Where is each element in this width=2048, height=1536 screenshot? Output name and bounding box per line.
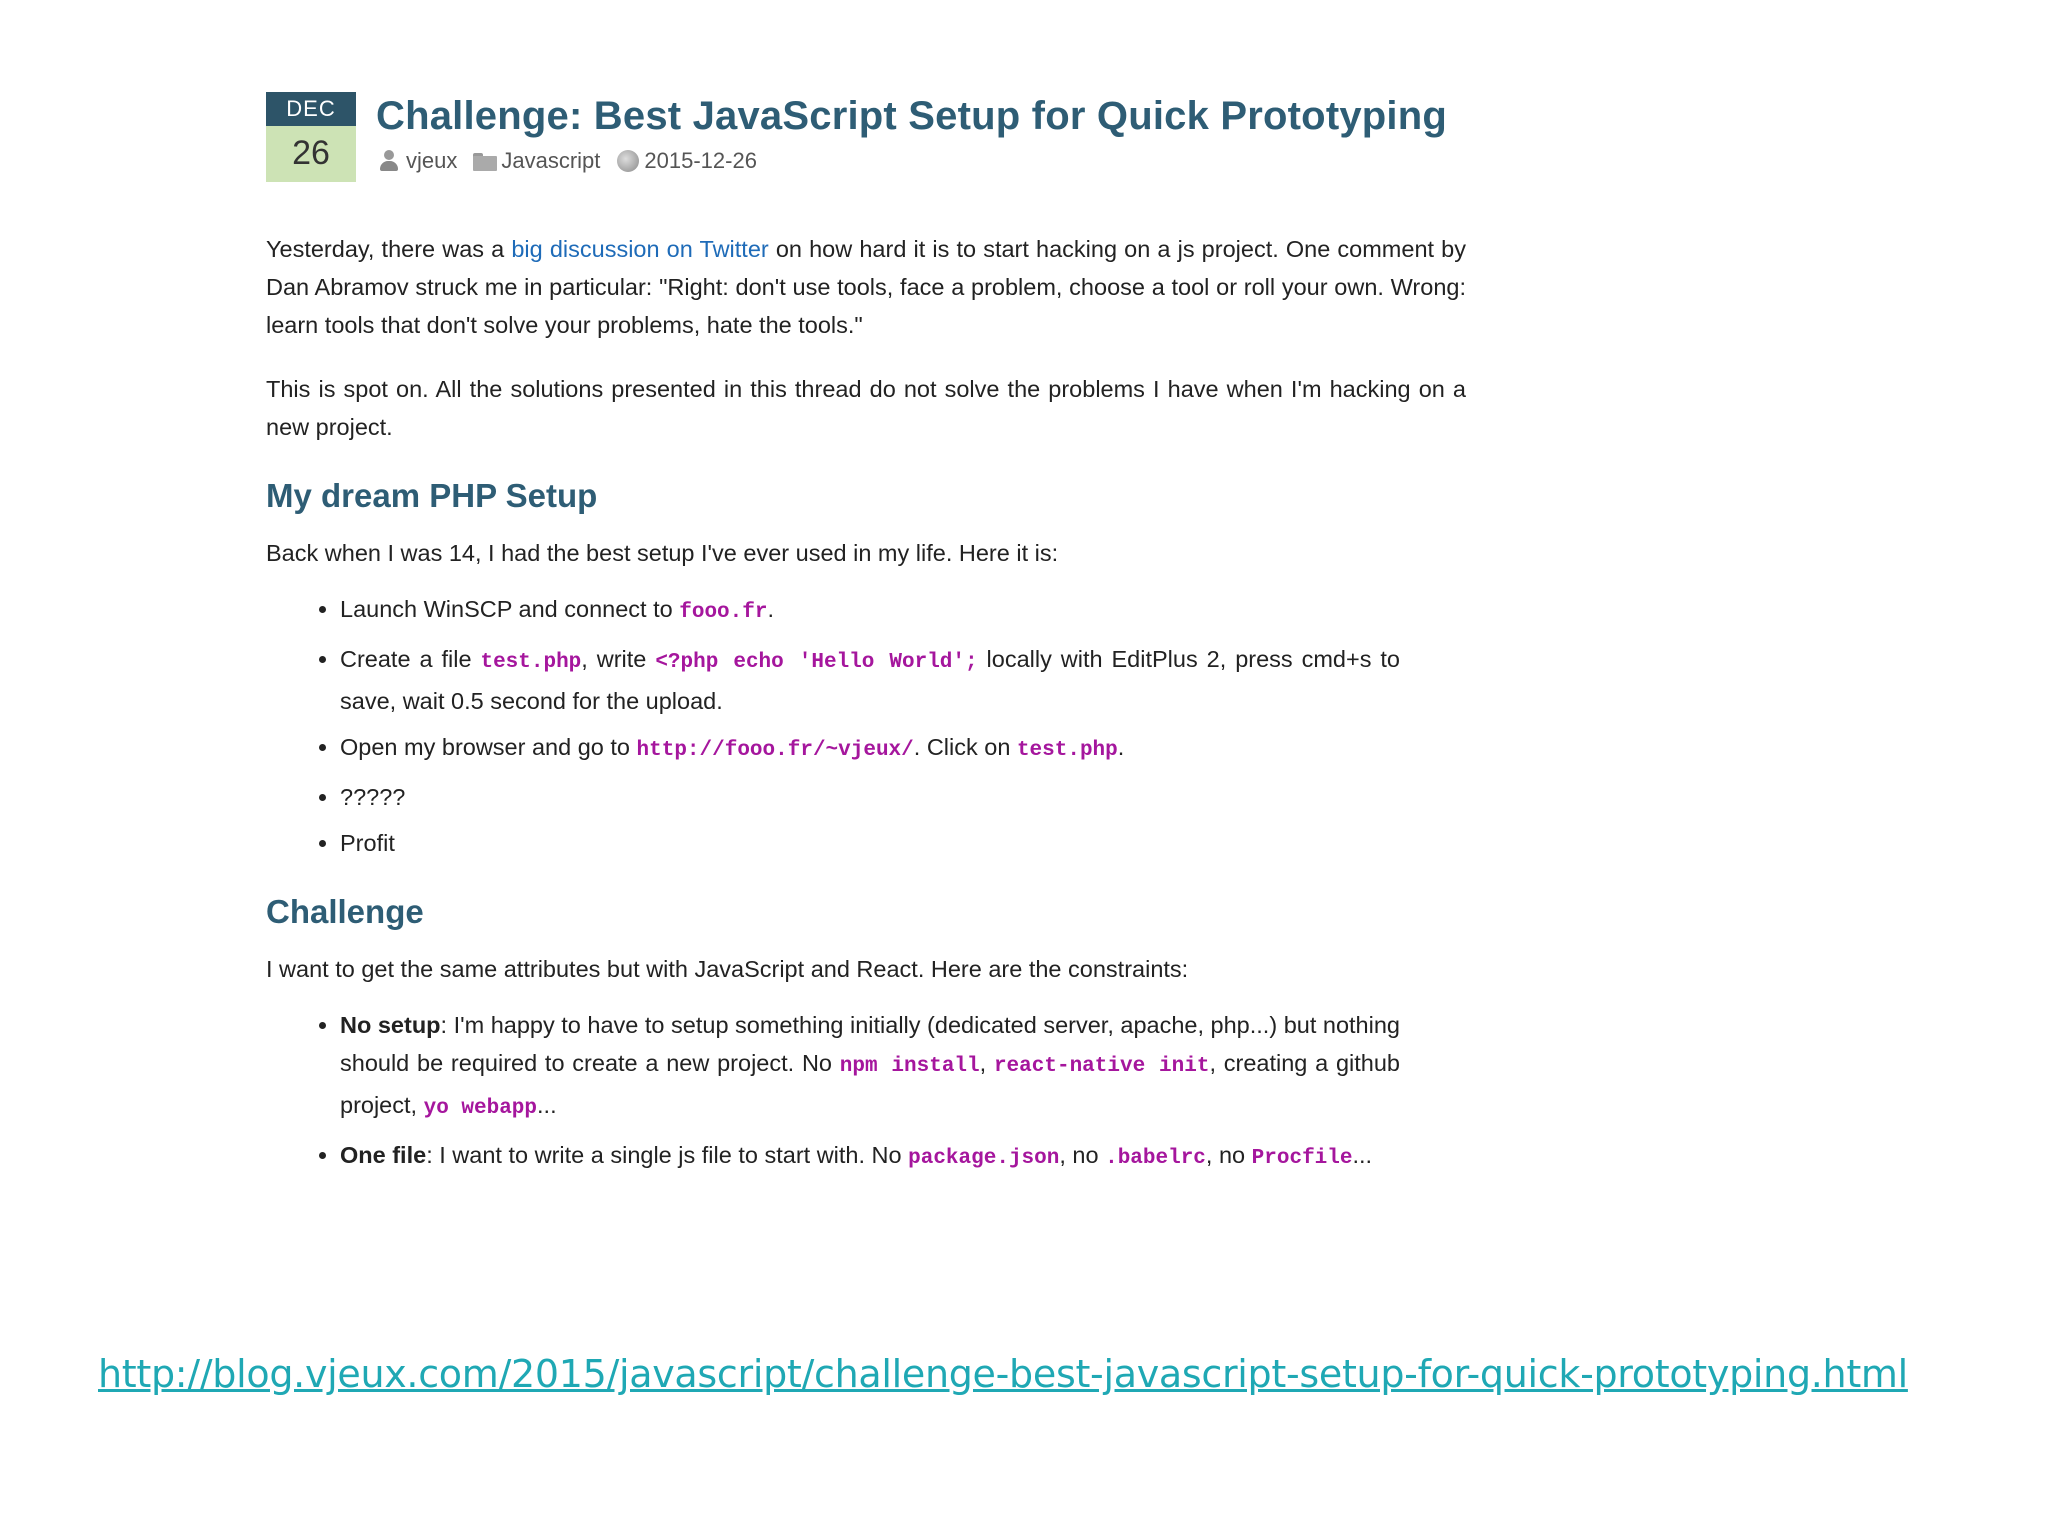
user-icon <box>378 150 402 172</box>
author-name[interactable]: vjeux <box>406 148 458 173</box>
code-snippet: .babelrc <box>1105 1147 1206 1170</box>
list-item <box>340 1006 1400 1128</box>
intro-paragraph-2: This is spot on. All the solutions presented in this thread do not solve the problems I have when I'm hacking on a new project. <box>266 376 1466 440</box>
text: , no <box>1205 1142 1252 1168</box>
text: : I want to write a single js file to start with. No <box>426 1142 909 1168</box>
post-meta <box>378 148 773 174</box>
text: ... <box>537 1092 557 1118</box>
text: : I'm happy to have to setup something initially (dedicated server, apache, php...) but nothing should be required to create a new project. No <box>340 1012 1400 1076</box>
folder-icon <box>473 150 497 172</box>
code-snippet: npm install <box>839 1055 980 1078</box>
blog-post <box>266 92 1466 1170</box>
challenge-list <box>266 1006 1400 1178</box>
code-snippet: yo webapp <box>423 1097 538 1120</box>
code-snippet: test.php <box>1016 739 1118 762</box>
text: , <box>979 1050 994 1076</box>
challenge-lead: I want to get the same attributes but with JavaScript and React. Here are the constraints: <box>266 956 1189 982</box>
text: locally with EditPlus 2, press cmd+s to save, wait 0.5 second for the upload. <box>340 646 1400 714</box>
meta-category[interactable] <box>473 148 600 174</box>
text: Open my browser and go to <box>340 734 637 760</box>
list-item <box>340 1136 1400 1178</box>
code-snippet: <?php echo 'Hello World'; <box>655 651 978 674</box>
code-snippet: package.json <box>908 1147 1060 1170</box>
post-header <box>266 92 1466 182</box>
clock-icon <box>616 150 640 172</box>
code-snippet: Procfile <box>1251 1147 1353 1170</box>
code-snippet: test.php <box>480 651 582 674</box>
post-date: 2015-12-26 <box>644 148 757 173</box>
php-setup-lead: Back when I was 14, I had the best setup I've ever used in my life. Here it is: <box>266 540 1059 566</box>
date-day: 26 <box>266 126 356 182</box>
code-snippet: http://fooo.fr/~vjeux/ <box>636 739 914 762</box>
list-item <box>340 590 1400 632</box>
code-snippet: fooo.fr <box>679 601 768 624</box>
post-content <box>266 230 1466 1204</box>
text: ... <box>1352 1142 1373 1168</box>
list-item <box>340 728 1400 770</box>
code-snippet: react-native init <box>993 1055 1210 1078</box>
twitter-discussion-link[interactable]: big discussion on Twitter <box>511 236 769 262</box>
list-item: • ????? <box>340 778 1400 816</box>
text: Create a file <box>340 646 481 672</box>
section-heading-php-setup: My dream PHP Setup <box>266 477 598 514</box>
text: , no <box>1059 1142 1106 1168</box>
text: . Click on <box>913 734 1017 760</box>
post-title[interactable]: Challenge: Best JavaScript Setup for Quick Prototyping <box>376 94 1447 138</box>
source-url-link[interactable]: http://blog.vjeux.com/2015/javascript/challenge-best-javascript-setup-for-quick-prototyping.html <box>98 1352 1908 1396</box>
date-month: DEC <box>266 92 356 126</box>
emphasis: One file <box>340 1142 427 1168</box>
list-item: • Profit <box>340 824 1400 862</box>
text: . <box>767 596 774 622</box>
emphasis: No setup <box>340 1012 441 1038</box>
text: on how hard it is to start hacking on a js project. One comment by Dan Abramov struck me in particular: "Right: don't use tools, face a problem, choose a tool or roll your own. Wrong: learn tools that don't solve your problems, hate the tools." <box>266 236 1466 338</box>
meta-date <box>616 148 757 174</box>
section-heading-challenge: Challenge <box>266 893 424 930</box>
category-name[interactable]: Javascript <box>501 148 601 173</box>
php-setup-list <box>266 590 1400 862</box>
text: . <box>1117 734 1125 760</box>
meta-author[interactable] <box>378 148 457 174</box>
list-item <box>340 640 1400 720</box>
text: Launch WinSCP and connect to <box>340 596 680 622</box>
text: Yesterday, there was a <box>266 236 512 262</box>
text: , creating a github project, <box>340 1050 1400 1118</box>
date-badge <box>266 92 356 182</box>
intro-paragraph-1 <box>266 230 1466 344</box>
text: , write <box>581 646 656 672</box>
